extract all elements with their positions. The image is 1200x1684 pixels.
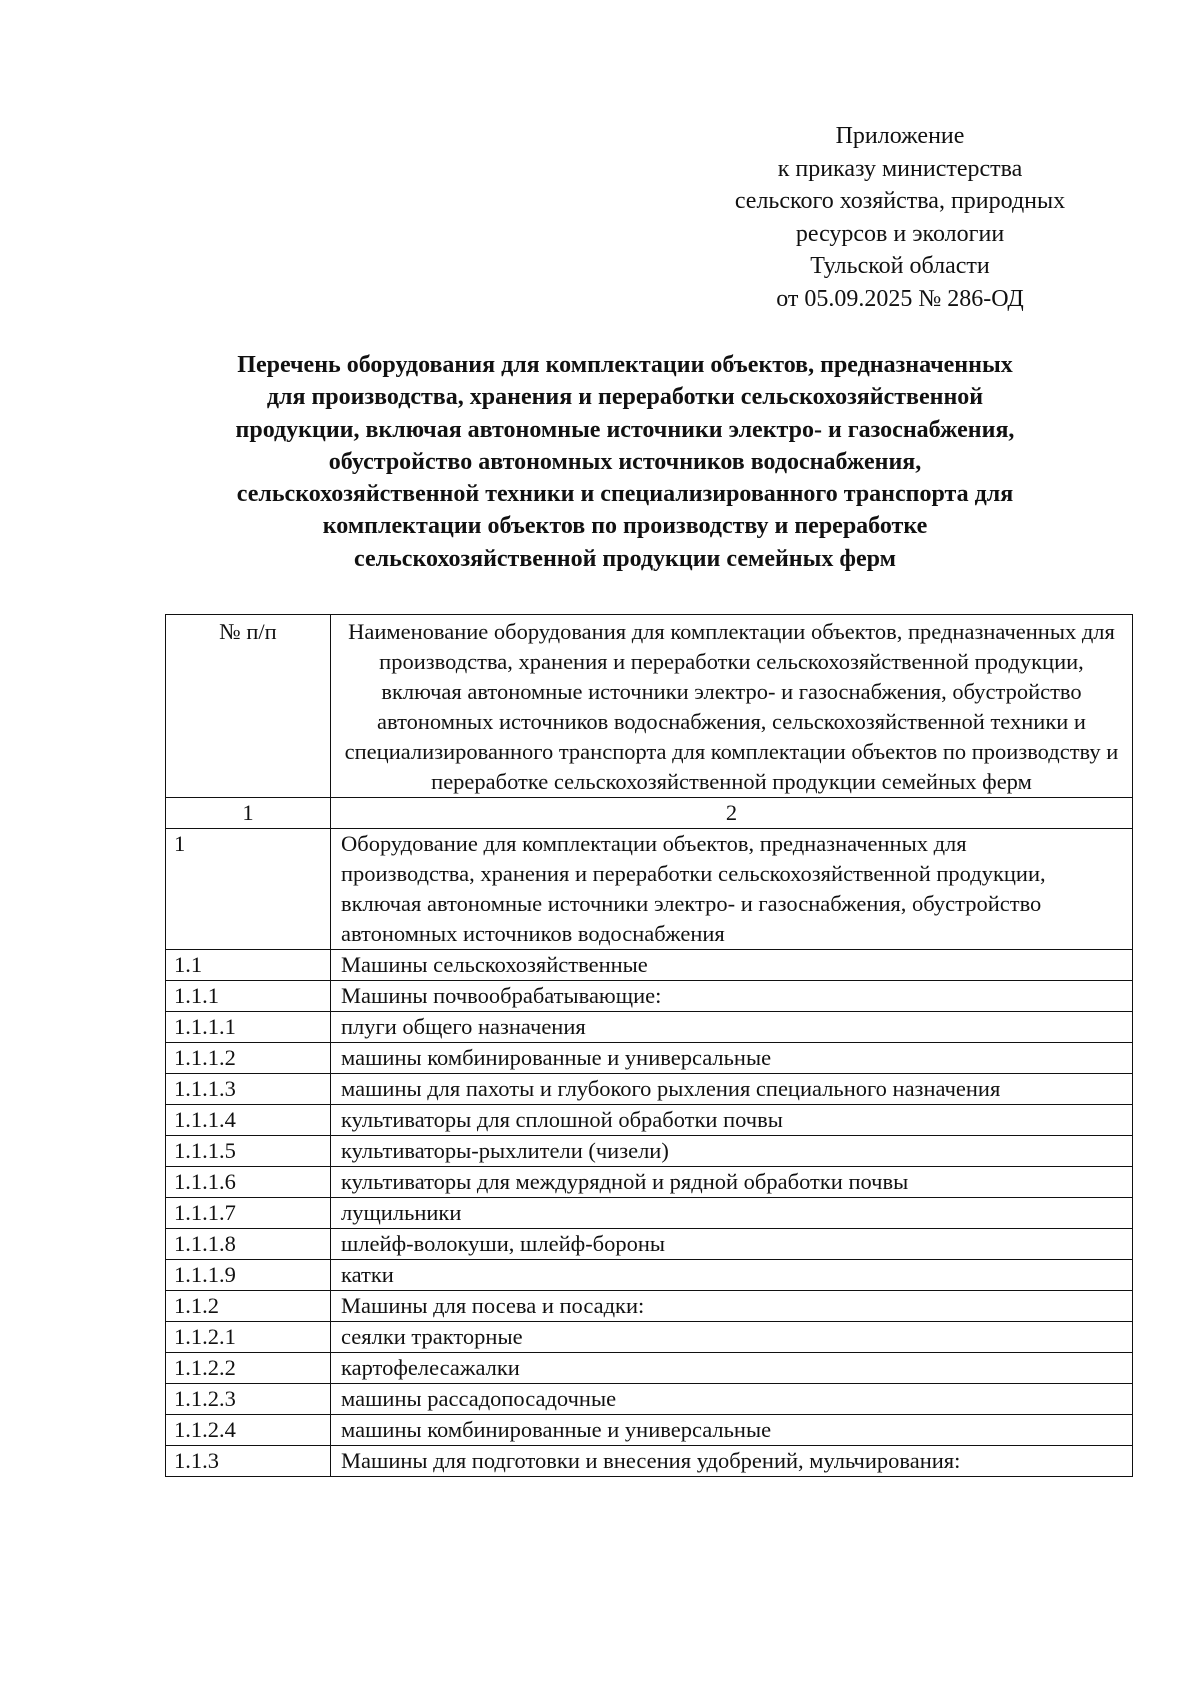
- appendix-order-date-number: от 05.09.2025 № 286-ОД: [776, 285, 1024, 312]
- title-line: продукции, включая автономные источники электро- и газоснабжения,: [235, 416, 1015, 443]
- row-number: 1: [166, 829, 331, 950]
- equipment-table: [165, 614, 1133, 1477]
- table-row: [166, 1136, 1133, 1167]
- row-name: Машины почвообрабатывающие:: [331, 981, 1133, 1012]
- column-number-1: 1: [166, 798, 331, 829]
- table-row: [166, 1105, 1133, 1136]
- row-number: 1.1.1.8: [166, 1229, 331, 1260]
- table-row: [166, 1198, 1133, 1229]
- title-line: для производства, хранения и переработки сельскохозяйственной: [266, 384, 984, 411]
- row-number: 1.1.1.2: [166, 1043, 331, 1074]
- row-name: картофелесажалки: [331, 1353, 1133, 1384]
- table-row: [166, 829, 1133, 950]
- row-number: 1.1.1.4: [166, 1105, 331, 1136]
- title-line: сельскохозяйственной техники и специализированного транспорта для: [236, 481, 1014, 508]
- table-row: [166, 1012, 1133, 1043]
- title-line: сельскохозяйственной продукции семейных ферм: [354, 545, 896, 572]
- table-row: [166, 1229, 1133, 1260]
- row-number: 1.1.1.3: [166, 1074, 331, 1105]
- row-number: 1.1.1.7: [166, 1198, 331, 1229]
- row-number: 1.1.2: [166, 1291, 331, 1322]
- row-number: 1.1.1.1: [166, 1012, 331, 1043]
- table-header-row: [166, 615, 1133, 798]
- row-name: Оборудование для комплектации объектов, предназначенных для производства, хранения и переработки сельскохозяйственной продукции, включая автономные источники электро- и газоснабжения, обустройство автономных источников водоснабжения: [331, 829, 1133, 950]
- row-name: Машины сельскохозяйственные: [331, 950, 1133, 981]
- row-number: 1.1.1: [166, 981, 331, 1012]
- row-name: машины для пахоты и глубокого рыхления специального назначения: [331, 1074, 1133, 1105]
- row-name: культиваторы-рыхлители (чизели): [331, 1136, 1133, 1167]
- appendix-line: к приказу министерства: [777, 155, 1023, 182]
- header-number-cell: № п/п: [166, 615, 331, 798]
- title-line: обустройство автономных источников водоснабжения,: [328, 448, 922, 475]
- table-row: [166, 1167, 1133, 1198]
- column-number-2: 2: [331, 798, 1133, 829]
- table-row: [166, 1260, 1133, 1291]
- row-number: 1.1.2.1: [166, 1322, 331, 1353]
- row-number: 1.1.1.6: [166, 1167, 331, 1198]
- table-row: [166, 981, 1133, 1012]
- column-number-row: [166, 798, 1133, 829]
- row-name: лущильники: [331, 1198, 1133, 1229]
- table-row: [166, 1415, 1133, 1446]
- row-number: 1.1.2.2: [166, 1353, 331, 1384]
- row-number: 1.1: [166, 950, 331, 981]
- row-number: 1.1.2.3: [166, 1384, 331, 1415]
- table-row: [166, 1322, 1133, 1353]
- appendix-line: ресурсов и экологии: [795, 220, 1005, 247]
- document-title: [150, 349, 1100, 575]
- table-row: [166, 1384, 1133, 1415]
- appendix-line: Тульской области: [810, 253, 990, 279]
- row-name: культиваторы для междурядной и рядной обработки почвы: [331, 1167, 1133, 1198]
- row-name: машины комбинированные и универсальные: [331, 1043, 1133, 1074]
- row-name: шлейф-волокуши, шлейф-бороны: [331, 1229, 1133, 1260]
- row-name: катки: [331, 1260, 1133, 1291]
- table-row: [166, 1074, 1133, 1105]
- table-row: [166, 1446, 1133, 1477]
- appendix-line: Приложение: [835, 123, 965, 149]
- row-name: машины комбинированные и универсальные: [331, 1415, 1133, 1446]
- table-row: [166, 1043, 1133, 1074]
- appendix-block: [690, 120, 1110, 315]
- row-name: машины рассадопосадочные: [331, 1384, 1133, 1415]
- title-line: Перечень оборудования для комплектации объектов, предназначенных: [237, 352, 1013, 378]
- table-row: [166, 1353, 1133, 1384]
- row-name: плуги общего назначения: [331, 1012, 1133, 1043]
- row-name: Машины для подготовки и внесения удобрений, мульчирования:: [331, 1446, 1133, 1477]
- table-row: [166, 1291, 1133, 1322]
- row-number: 1.1.1.9: [166, 1260, 331, 1291]
- row-number: 1.1.1.5: [166, 1136, 331, 1167]
- table-row: [166, 950, 1133, 981]
- title-line: комплектации объектов по производству и переработке: [322, 513, 928, 540]
- row-number: 1.1.3: [166, 1446, 331, 1477]
- header-name-cell: Наименование оборудования для комплектации объектов, предназначенных для производства, хранения и переработки сельскохозяйственной продукции, включая автономные источники электро- и газоснабжения, обустройство автономных источников водоснабжения, сельскохозяйственной техники и специализированного транспорта для комплектации объектов по производству и переработке сельскохозяйственной продукции семейных ферм: [331, 615, 1133, 798]
- row-number: 1.1.2.4: [166, 1415, 331, 1446]
- appendix-line: сельского хозяйства, природных: [734, 188, 1066, 214]
- row-name: культиваторы для сплошной обработки почвы: [331, 1105, 1133, 1136]
- row-name: Машины для посева и посадки:: [331, 1291, 1133, 1322]
- row-name: сеялки тракторные: [331, 1322, 1133, 1353]
